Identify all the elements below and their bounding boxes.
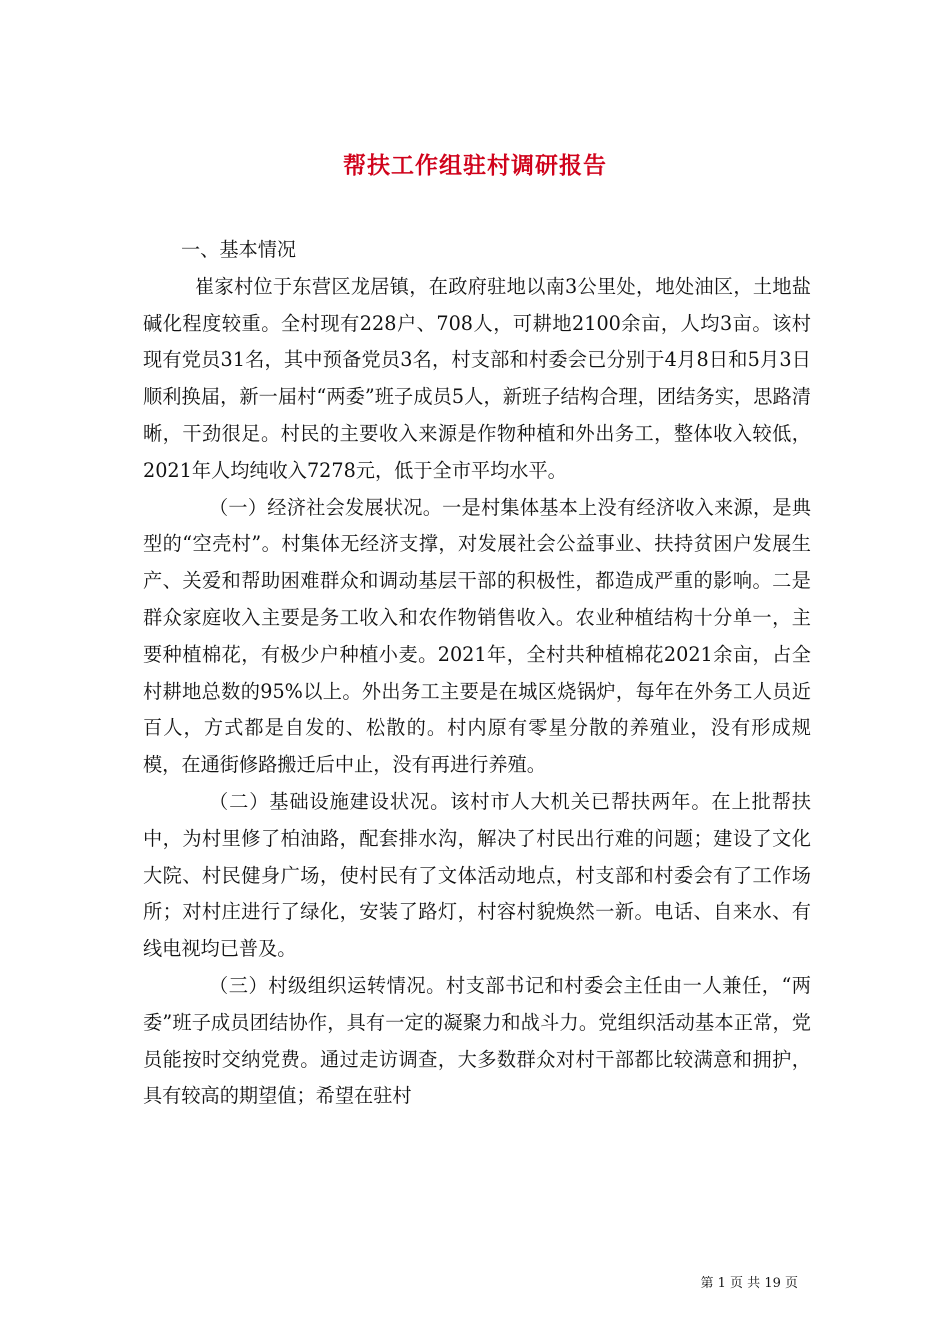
paragraph-infrastructure: （二）基础设施建设状况。该村市人大机关已帮扶两年。在上批帮扶中，为村里修了柏油路，配套排水沟，解决了村民出行难的问题；建设了文化大院、村民健身广场，使村民有了文体活动地点，村支部和村委会有了工作场所；对村庄进行了绿化，安装了路灯，村容村貌焕然一新。电话、自来水、有线电视均已普及。 <box>143 789 811 961</box>
paragraph-basic-info: 崔家村位于东营区龙居镇，在政府驻地以南3公里处，地处油区，土地盐碱化程度较重。全村现有228户、708人，可耕地2100余亩，人均3亩。该村现有党员31名，其中预备党员3名，村支部和村委会已分别于4月8日和5月3日顺利换届，新一届村“两委”班子成员5人，新班子结构合理，团结务实，思路清晰，干劲很足。村民的主要收入来源是作物种植和外出务工，整体收入较低，2021年人均纯收入7278元，低于全市平均水平。 <box>143 274 811 482</box>
document-body <box>143 232 811 1115</box>
document-title: 帮扶工作组驻村调研报告 <box>343 152 607 180</box>
page-number: 第 1 页 共 19 页 <box>700 1276 798 1291</box>
paragraph-organization: （三）村级组织运转情况。村支部书记和村委会主任由一人兼任，“两委”班子成员团结协作，具有一定的凝聚力和战斗力。党组织活动基本正常，党员能按时交纳党费。通过走访调查，大多数群众对村干部都比较满意和拥护，具有较高的期望值；希望在驻村 <box>143 973 811 1108</box>
paragraph-economy: （一）经济社会发展状况。一是村集体基本上没有经济收入来源，是典型的“空壳村”。村集体无经济支撑，对发展社会公益事业、扶持贫困户发展生产、关爱和帮助困难群众和调动基层干部的积极性，都造成严重的影响。二是群众家庭收入主要是务工收入和农作物销售收入。农业种植结构十分单一，主要种植棉花，有极少户种植小麦。2021年，全村共种植棉花2021余亩，占全村耕地总数的95%以上。外出务工主要是在城区烧锅炉，每年在外务工人员近百人，方式都是自发的、松散的。村内原有零星分散的养殖业，没有形成规模，在通街修路搬迁后中止，没有再进行养殖。 <box>143 495 811 777</box>
section-heading: 一、基本情况 <box>181 238 297 261</box>
